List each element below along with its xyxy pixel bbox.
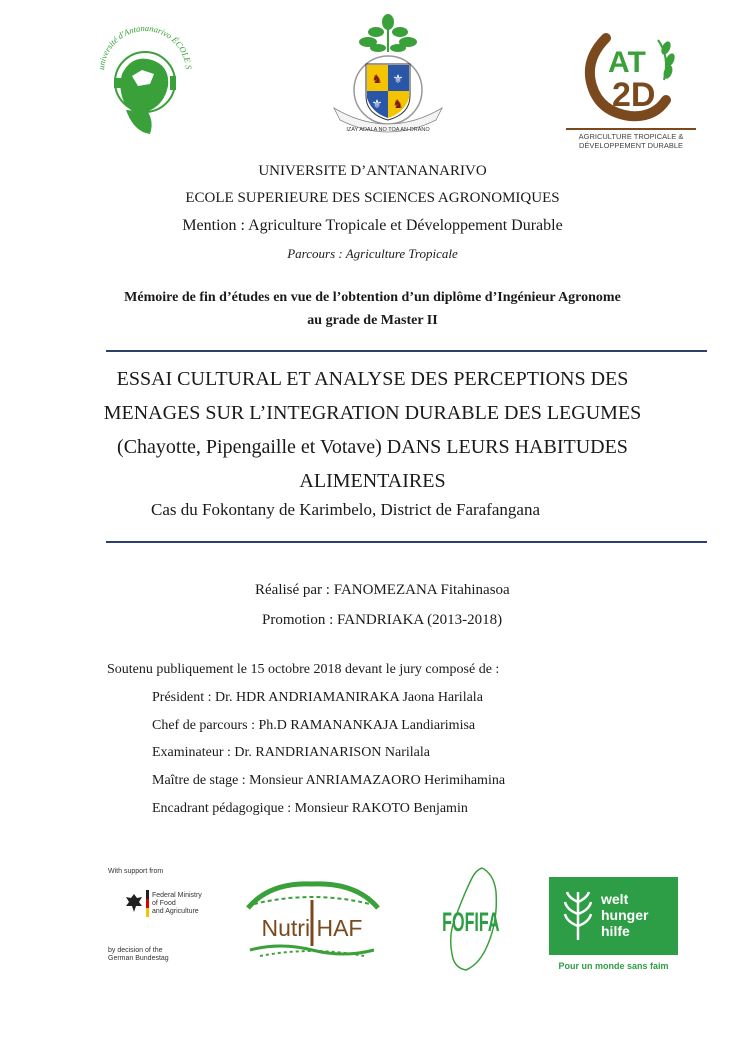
- svg-text:♞: ♞: [371, 72, 383, 86]
- title-line-2: MENAGES SUR L’INTEGRATION DURABLE DES LEGUMES: [103, 402, 642, 424]
- at2d-subtitle-2: DÉVELOPPEMENT DURABLE: [578, 141, 684, 150]
- coat-of-arms-logo: [328, 12, 448, 138]
- svg-text:université d'Antananarivo ÉCOL: université d'Antananarivo ÉCOLE S: [96, 22, 194, 71]
- whh-tagline: Pour un monde sans faim: [558, 961, 669, 971]
- mention: Mention : Agriculture Tropicale et Développement Durable: [182, 217, 563, 234]
- bmel-bottom-2: German Bundestag: [108, 955, 169, 962]
- title-line-1: ESSAI CULTURAL ET ANALYSE DES PERCEPTIONS DES: [116, 368, 629, 390]
- bmel-ministry-2: of Food: [152, 900, 176, 907]
- bmel-ministry-3: and Agriculture: [152, 908, 199, 915]
- title-subtitle: Cas du Fokontany de Karimbelo, District de Farafangana: [151, 500, 541, 519]
- whh-line-1: welt: [601, 891, 629, 907]
- svg-text:2D: 2D: [612, 76, 656, 114]
- fofifa-logo: [436, 864, 506, 976]
- title-line-3: (Chayotte, Pipengaille et Votave) DANS LEURS HABITUDES: [117, 436, 628, 458]
- nutrihaf-text: Nutri HAF: [261, 915, 363, 941]
- jury-intro: Soutenu publiquement le 15 octobre 2018 devant le jury composé de :: [107, 662, 500, 677]
- title-top-rule: [106, 350, 707, 352]
- bmel-bottom-1: by decision of the: [108, 947, 163, 954]
- jury-member: Président : Dr. HDR ANDRIAMANIRAKA Jaona Harilala: [152, 690, 483, 705]
- title-bottom-rule: [106, 541, 707, 543]
- jury-member: Encadrant pédagogique : Monsieur RAKOTO Benjamin: [152, 801, 468, 816]
- memoire-line-1: Mémoire de fin d’études en vue de l’obtention d’un diplôme d’Ingénieur Agronome: [124, 290, 621, 305]
- whh-line-3: hilfe: [601, 923, 630, 939]
- university-name: UNIVERSITE D’ANTANANARIVO: [258, 163, 487, 179]
- svg-text:⚜: ⚜: [371, 97, 383, 111]
- wheat-icon: [561, 888, 595, 944]
- nutrihaf-logo: [240, 880, 384, 962]
- whh-line-2: hunger: [601, 907, 649, 923]
- eagle-icon: [124, 892, 144, 914]
- memoire-line-2: au grade de Master II: [307, 313, 438, 328]
- title-line-4: ALIMENTAIRES: [299, 470, 446, 492]
- essa-logo: [92, 14, 198, 138]
- welthungerhilfe-logo: [549, 877, 678, 955]
- bmel-ministry-1: Federal Ministry: [152, 892, 202, 899]
- at2d-logo: [566, 20, 696, 154]
- jury-member: Maître de stage : Monsieur ANRIAMAZAORO Herimihamina: [152, 773, 506, 788]
- jury-member: Examinateur : Dr. RANDRIANARISON Narilala: [152, 745, 431, 760]
- at2d-label: AT: [608, 46, 646, 79]
- bmel-logo: [108, 868, 218, 968]
- school-name: ECOLE SUPERIEURE DES SCIENCES AGRONOMIQUES: [185, 190, 560, 206]
- fofifa-text: FOFIFA: [442, 907, 500, 938]
- svg-text:⚜: ⚜: [392, 72, 404, 86]
- svg-text:♞: ♞: [392, 97, 404, 111]
- parcours: Parcours : Agriculture Tropicale: [287, 246, 458, 261]
- jury-member: Chef de parcours : Ph.D RAMANANKAJA Landiarimisa: [152, 718, 476, 733]
- at2d-subtitle-1: AGRICULTURE TROPICALE &: [578, 132, 684, 141]
- coat-motto: IZAY ADALA NO TOA AN-DRANO: [346, 127, 430, 133]
- promotion: Promotion : FANDRIAKA (2013-2018): [262, 612, 503, 628]
- realise-par: Réalisé par : FANOMEZANA Fitahinasoa: [255, 582, 510, 598]
- bmel-support-text: With support from: [108, 868, 164, 875]
